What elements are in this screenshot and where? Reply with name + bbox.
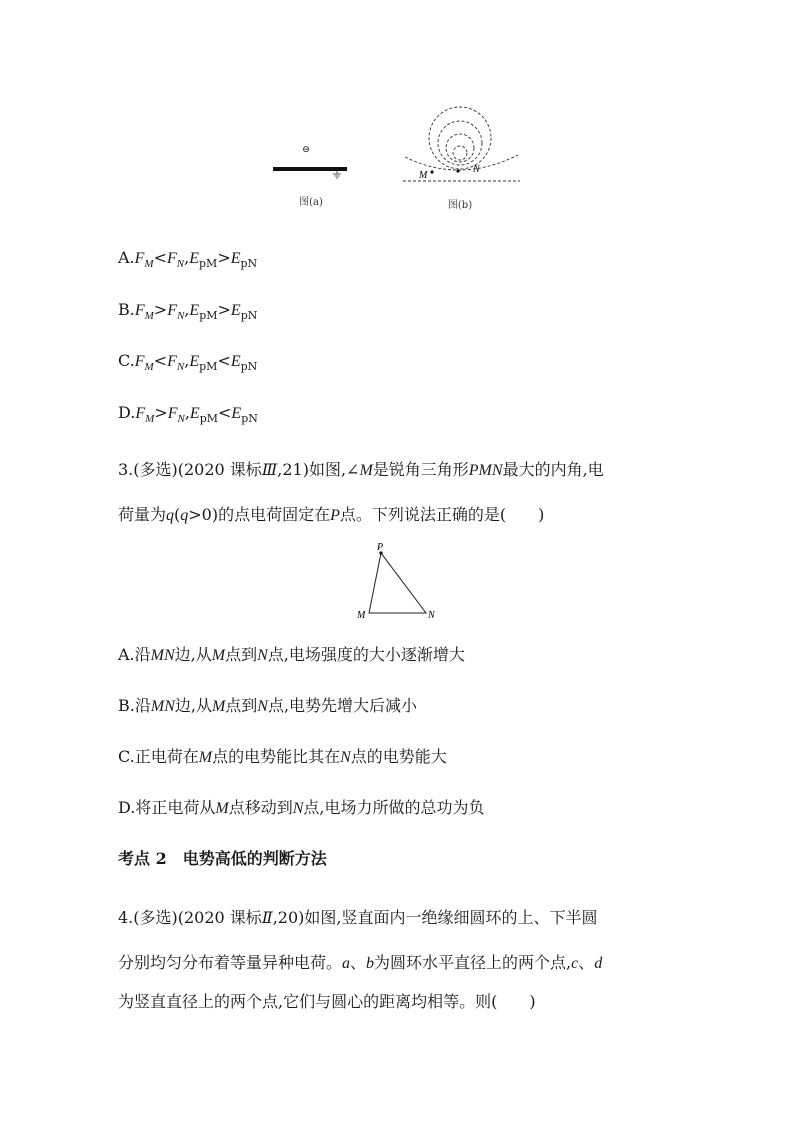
q2-option-b: $B.F_M>F_N,E_{pM}>E_{pN}$ <box>118 300 258 322</box>
label-n: N <box>428 610 435 621</box>
point-n <box>456 169 459 172</box>
label-m: M <box>357 610 366 621</box>
q2-option-a: $A.F_M<F_N,E_{pM}>E_{pN}$ <box>118 248 258 270</box>
figure-a-caption: 图(a) <box>299 197 323 208</box>
q3-stem-line-2: 荷量为q(q>0)的点电荷固定在P点。下列说法正确的是( ) <box>118 505 545 524</box>
negative-charge-symbol: ⊖ <box>302 145 310 155</box>
triangle-pmn-figure <box>352 540 442 624</box>
q3-option-c: C.正电荷在M点的电势能比其在N点的电势能大 <box>118 747 447 766</box>
equipotential-circle <box>446 134 474 162</box>
trajectory-curve <box>405 155 518 170</box>
equipotential-circle <box>438 121 482 165</box>
q2-option-d: $D.F_M>F_N,E_{pM}<E_{pN}$ <box>118 403 258 425</box>
label-m: M <box>419 170 428 181</box>
q2-option-c: $C.F_M<F_N,E_{pM}<E_{pN}$ <box>118 351 258 373</box>
section-heading: 考点 2 电势高低的判断方法 <box>118 849 327 868</box>
figure-b <box>400 98 525 216</box>
label-n: N <box>473 164 480 175</box>
q3-option-b: B.沿MN边,从M点到N点,电势先增大后减小 <box>118 696 418 715</box>
q4-stem-line-1: 4.(多选)(2020 课标Ⅱ,20)如图,竖直面内一绝缘细圆环的上、下半圆 <box>118 908 598 927</box>
metal-plate <box>273 167 347 171</box>
q4-stem-line-3: 为竖直直径上的两个点,它们与圆心的距离均相等。则( ) <box>118 992 536 1011</box>
q3-option-d: D.将正电荷从M点移动到N点,电场力所做的总功为负 <box>118 798 485 817</box>
figure-b-caption: 图(b) <box>447 200 473 211</box>
label-p: P <box>377 542 384 553</box>
q3-option-a: A.沿MN边,从M点到N点,电场强度的大小逐渐增大 <box>118 645 465 664</box>
q3-stem-line-1: 3.(多选)(2020 课标Ⅲ,21)如图,∠M是锐角三角形PMN最大的内角,电 <box>118 460 604 479</box>
equipotential-circle <box>453 146 467 160</box>
ground-icon <box>333 171 341 178</box>
q4-stem-line-2: 分别均匀分布着等量异种电荷。a、b为圆环水平直径上的两个点,c、d <box>118 953 603 972</box>
triangle-pmn <box>369 553 426 613</box>
figure-a <box>266 140 356 212</box>
point-m <box>430 170 433 173</box>
